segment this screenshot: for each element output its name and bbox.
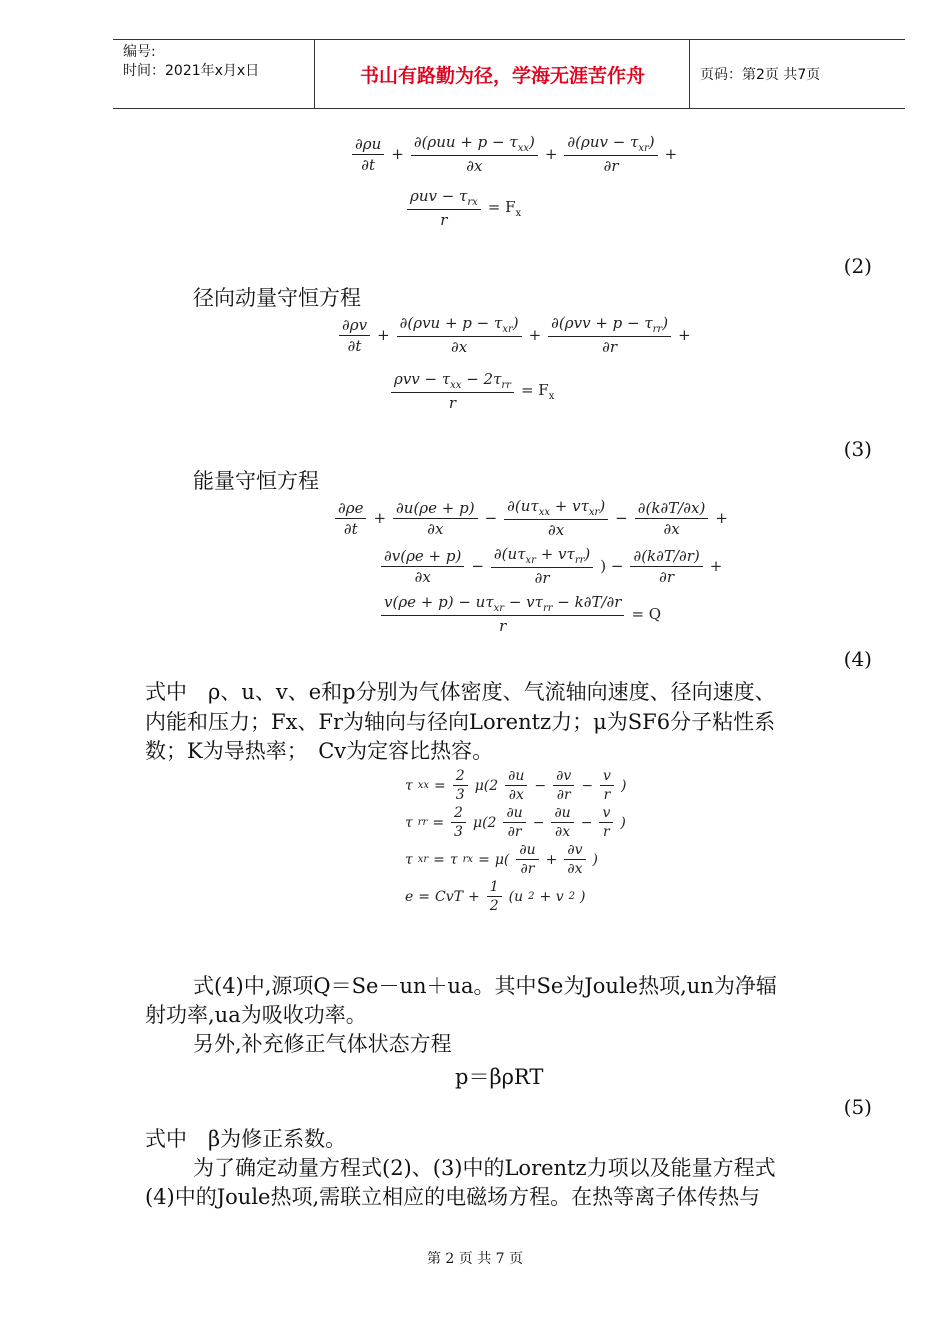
paragraph-symbols-line3: 数；K为导热率； Cv为定容比热容。 (145, 739, 494, 763)
paragraph-symbols-line2: 内能和压力；Fx、Fr为轴向与径向Lorentz力；μ为SF6分子粘性系 (145, 710, 776, 734)
equation-stress-tensors: τ xx = $\frac{2}{3}$ μ(2 $\frac{\partial u}{\partial x}$ − $\frac{\partial v}{\partial r}$ − $\frac{v}{r}$ ) τ rr = $\frac{2}{3}$ μ(2 $\frac{\partial u}{\partial r}$ − $\frac{\partial u}{\partial x}$ − $\frac{v}{r}$ ) τ xr = τ rx = μ( $\frac{\partial u}{\partial r}$ + $\frac{\partial v}{\partial x}$ ) e = CvT + $\frac{1}{2}$ (u 2 + v 2 ) (405, 768, 627, 914)
paragraph-lorentz-line1: 为了确定动量方程式(2)、(3)中的Lorentz力项以及能量方程式 (193, 1156, 776, 1180)
paragraph-source-line2: 射功率,ua为吸收功率。 (145, 1003, 367, 1027)
paragraph-source-line1: 式(4)中,源项Q＝Se－un＋ua。其中Se为Joule热项,un为净辐 (193, 974, 777, 998)
heading-radial-momentum: 径向动量守恒方程 (193, 286, 361, 310)
equation-number-2: (2) (843, 254, 872, 278)
number-label: 编号: (123, 44, 156, 60)
equation-state: p＝βρRT (455, 1065, 544, 1089)
page-header (113, 39, 905, 109)
paragraph-lorentz-line2: (4)中的Joule热项,需联立相应的电磁场方程。在热等离子体传热与 (145, 1185, 761, 1209)
paragraph-beta: 式中 β为修正系数。 (145, 1127, 347, 1151)
header-page-label: 页码：第2页 共7页 (700, 67, 821, 83)
paragraph-symbols-line1: 式中 ρ、u、v、e和p分别为气体密度、气流轴向速度、径向速度、 (145, 680, 776, 704)
heading-energy: 能量守恒方程 (193, 469, 319, 493)
equation-axial-momentum: $\frac{\partial\rho u}{\partial t}$ + $\frac{\partial(\rho uu + p - \tau_{xx})}{\partial x}$ + $\frac{\partial(\rho uv - \tau_{xr})}{\partial r}$ + $\frac{\rho uv - \tau_{rx}}{r}$ = $F_x$ (350, 133, 677, 229)
time-label: 时间：2021年x月x日 (123, 63, 260, 79)
equation-number-4: (4) (843, 647, 872, 671)
equation-radial-momentum: $\frac{\partial\rho v}{\partial t}$ + $\frac{\partial(\rho vu + p - \tau_{xr})}{\partial x}$ + $\frac{\partial(\rho vv + p - \tau_{rr})}{\partial r}$ + $\frac{\rho vv - \tau_{xx} - 2\tau_{rr}}{r}$ = $F_x$ (337, 314, 691, 412)
equation-number-5: (5) (843, 1095, 872, 1119)
equation-energy: $\frac{\partial\rho e}{\partial t}$ + $\frac{\partial u(\rho e + p)}{\partial x}$ − $\frac{\partial(u\tau_{xx} + v\tau_{xr})}{\partial x}$ − $\frac{\partial(k\partial T/\partial x)}{\partial x}$ + $\frac{\partial v(\rho e + p)}{\partial x}$ − $\frac{\partial(u\tau_{xr} + v\tau_{rr})}{\partial r}$ ) − $\frac{\partial(k\partial T/\partial r)}{\partial r}$ + $\frac{v(\rho e + p) - u\tau_{xr} - v\tau_{rr} - k\partial T/\partial r}{r}$ = Q (333, 497, 728, 635)
page-footer: 第 2 页 共 7 页 (426, 1251, 524, 1267)
equation-number-3: (3) (843, 437, 872, 461)
header-meta (113, 40, 315, 108)
paragraph-state-intro: 另外,补充修正气体状态方程 (193, 1032, 452, 1056)
header-motto: 书山有路勤为径，学海无涯苦作舟 (316, 40, 690, 108)
